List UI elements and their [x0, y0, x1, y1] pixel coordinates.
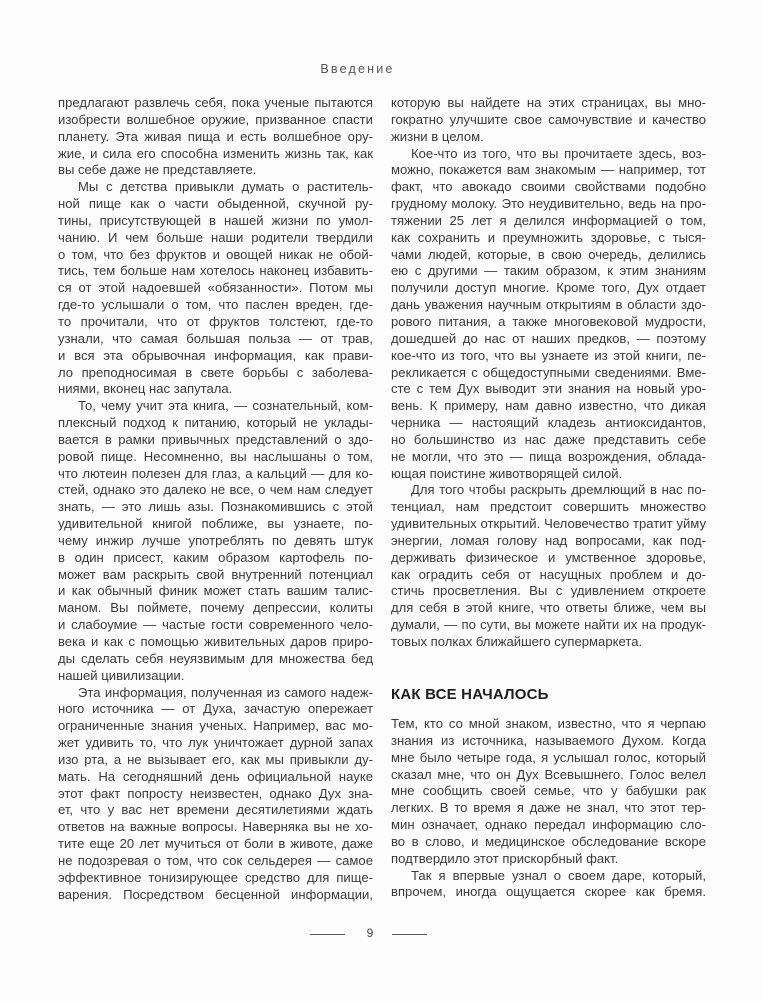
text-line: ной пище как о части обыденной, скучной ру- — [58, 196, 373, 212]
text-line: товых полках ближайшего супермаркета. — [391, 634, 643, 649]
text-line: ниями, вконец нас запутала. — [58, 381, 233, 397]
text-line: о том, что без фруктов и овощей никак не обой- — [58, 246, 373, 262]
text-line: кое-что из того, что вы узнаете из этой книги, пе- — [391, 347, 706, 363]
text-line: ею с другими — таким образом, к этим знаниям — [391, 263, 706, 279]
paragraph — [391, 482, 706, 650]
text-line: факт, что авокадо своими свойствами подобно — [391, 179, 706, 195]
text-line: Мы с детства привыкли думать о раститель- — [78, 179, 373, 195]
text-line: мне было четыре года, я услышал голос, который — [391, 749, 706, 765]
text-line: жет удивить то, что лук уничтожает дурной запах — [58, 735, 373, 751]
text-line: века и как с помощью живительных даров приро- — [58, 634, 373, 649]
text-line: которую вы найдете на этих страницах, вы мно- — [391, 95, 706, 110]
text-line: впрочем, иногда ощущается скорее как бремя. — [391, 884, 706, 900]
text-line: эффективное тонизирующее средство для пище- — [58, 869, 373, 885]
text-line: жизни в целом. — [391, 128, 484, 144]
page-number: 9 — [366, 926, 374, 940]
text-line: думали, — по сути, вы можете найти их на продук- — [391, 617, 706, 633]
text-line: грудному молоку. Это неудивительно, ведь на про- — [391, 196, 706, 212]
paragraph — [58, 95, 373, 179]
text-line: и как обычный финик может стать вашим талис- — [58, 583, 373, 599]
text-line: дошедшей до нас от наших предков, — поэтому — [391, 330, 706, 346]
text-line: Для того чтобы раскрыть дремлющий в нас по- — [411, 482, 706, 498]
left-text-column — [58, 95, 373, 904]
text-line: не могли, что это — пища возрождения, облада- — [391, 448, 706, 464]
section-heading: КАК ВСЕ НАЧАЛОСЬ — [391, 686, 549, 703]
paragraph — [58, 398, 373, 684]
text-line: Кое-что из того, что вы прочитаете здесь, воз- — [411, 145, 706, 161]
text-line: вы себе даже не представляете. — [58, 162, 257, 178]
text-line: тите еще 20 лет мучиться от боли в животе, даже — [58, 836, 373, 852]
text-line: что лютеин полезен для глаз, а кальций — для ко- — [58, 465, 373, 481]
text-line: чанию. И чем больше наши родители твердили — [58, 229, 373, 245]
text-line: Эта информация, полученная из самого надеж- — [78, 684, 373, 700]
text-line: тяжении 25 лет я делился информацией о том, — [391, 212, 706, 228]
section-body — [391, 716, 706, 901]
text-line: знания из источника, называемого Духом. Когда — [391, 732, 706, 748]
text-line: удивительных открытий. Человечество тратит уйму — [391, 516, 706, 532]
text-line: плексный подход к питанию, который не уклады- — [58, 415, 373, 431]
running-head-title: Введение — [320, 62, 395, 76]
paragraph — [391, 868, 706, 902]
text-line: вается в рамки привычных представлений о здо- — [58, 431, 373, 447]
text-line: знать, — это лишь азы. Познакомившись с этой — [58, 499, 373, 515]
text-line: не подозревая о том, что сок сельдерея — самое — [58, 852, 373, 868]
text-line: рекликается с общедоступными сведениями. Вме- — [391, 364, 706, 380]
text-line: ющая поистине животворящей силой. — [391, 465, 623, 481]
text-line: ды сделать себя неуязвимым для множества бед — [58, 650, 373, 666]
text-line: дань уважения научным открытиям в области здо- — [391, 297, 706, 313]
text-line: как оградить себя от насущных проблем и до- — [391, 566, 706, 582]
text-line: и слабоумие — частые гости современного чело- — [58, 617, 373, 633]
text-line: гократно улучшите свое самочувствие и качество — [391, 111, 706, 127]
text-line: мне сообщить своей семье, что у бабушки рак — [391, 783, 706, 799]
paragraph — [391, 95, 706, 146]
text-line: держивать физическое и умственное здоровье, — [391, 549, 706, 565]
paragraph — [58, 179, 373, 398]
text-line: где-то услышали о том, что паслен вреден, где- — [58, 297, 373, 313]
text-line: То, чему учит эта книга, — сознательный, ком- — [78, 398, 373, 414]
text-line: тись, тем больше нам хотелось наконец избавить- — [58, 263, 373, 279]
text-line: маном. Вы поймете, почему депрессии, колиты — [58, 600, 373, 616]
text-line: чему инжир лучше употреблять по девять штук — [58, 532, 373, 548]
text-line: рового питания, а также многовековой мудрости, — [391, 313, 706, 329]
text-line: подтвердило этот прискорбный факт. — [391, 850, 619, 866]
text-line: ответов на важные вопросы. Наверняка вы не хо- — [58, 819, 373, 835]
text-line: удивительной книгой поближе, вы узнаете, по- — [58, 516, 373, 532]
text-line: энергии, ломая голову над вопросами, как под- — [391, 532, 706, 548]
text-line: мин означает, однако передал информацию сло- — [391, 817, 706, 833]
text-line: вень. К примеру, нам давно известно, что дикая — [391, 398, 706, 414]
text-line: чами людей, которые, в свою очередь, делились — [391, 246, 706, 262]
footer-rule-right — [392, 934, 427, 935]
text-line: изо рта, а не вызывает его, как мы привыкли ду- — [58, 751, 373, 767]
text-line: планету. Эта живая пища и есть волшебное ору- — [58, 128, 373, 144]
text-line: тины, присутствующей в нашей жизни по умол- — [58, 212, 373, 228]
text-line: то прочитали, что от фруктов толстеют, где-то — [58, 313, 373, 329]
text-line: но большинство из нас даже представить себе — [391, 431, 706, 447]
text-line: получили доступ многие. Кроме того, Дух отдает — [391, 280, 706, 296]
text-line: ограниченные знания ученых. Например, вас мо- — [58, 718, 373, 734]
text-line: тенциал, нам предстоит совершить множество — [391, 499, 706, 515]
text-line: ет, что у вас нет времени десятилетиями ждать — [58, 802, 373, 818]
text-line: и вся эта обрывочная информация, как прави- — [58, 347, 373, 363]
text-line: черника — настоящий кладезь антиоксидантов, — [391, 415, 706, 431]
text-line: как сохранить и преумножить здоровье, с тыся- — [391, 229, 706, 245]
text-line: во в слово, и медицинское обследование вскоре — [391, 833, 706, 849]
footer-rule-left — [310, 934, 345, 935]
text-line: сказал мне, что он Дух Всевышнего. Голос велел — [391, 766, 706, 782]
text-line: ло преподносимая в свете борьбы с заболева- — [58, 364, 373, 380]
text-line: Так я впервые узнал о своем даре, который, — [411, 867, 706, 883]
text-line: предлагают развлечь себя, пока ученые пытаются — [58, 95, 373, 110]
text-line: в один присест, каким образом картофель по- — [58, 549, 373, 565]
text-line: варения. Посредством бесценной информации, — [58, 886, 373, 902]
text-line: изобрести волшебное оружие, призванное спасти — [58, 111, 373, 127]
text-line: ного источника — от Духа, зачастую опережает — [58, 701, 373, 717]
text-line: стей, однако это далеко не все, о чем нам следует — [58, 482, 373, 498]
text-line: ровой пище. Несомненно, вы наслышаны о том, — [58, 448, 373, 464]
text-line: Тем, кто со мной знаком, известно, что я черпаю — [391, 716, 706, 731]
text-line: сте с тем Дух выводит эти знания на новый уро- — [391, 381, 706, 397]
text-line: для себя в этой книге, что ответы ближе, чем вы — [391, 600, 706, 616]
text-line: может вам раскрыть свой внутренний потенциал — [58, 566, 373, 582]
text-line: можно, покажется вам знакомым — например, тот — [391, 162, 706, 178]
text-line: жие, и сила его способна изменить жизнь так, как — [58, 145, 373, 161]
text-line: мать. На сегодняшний день официальной науке — [58, 768, 373, 784]
text-line: легких. В то время я даже не знал, что этот тер- — [391, 800, 706, 816]
paragraph — [391, 716, 706, 868]
text-line: стичь просветления. Вы с удивлением откроете — [391, 583, 706, 599]
text-line: узнали, что самая большая польза — от трав, — [58, 330, 373, 346]
text-line: этот факт попросту неизвестен, однако Дух зна- — [58, 785, 373, 801]
text-line: нашей цивилизации. — [58, 667, 185, 683]
paragraph — [58, 685, 373, 904]
paragraph — [391, 146, 706, 483]
text-line: ся от этой надоевшей «обязанности». Потом мы — [58, 280, 373, 296]
right-text-column — [391, 95, 706, 651]
